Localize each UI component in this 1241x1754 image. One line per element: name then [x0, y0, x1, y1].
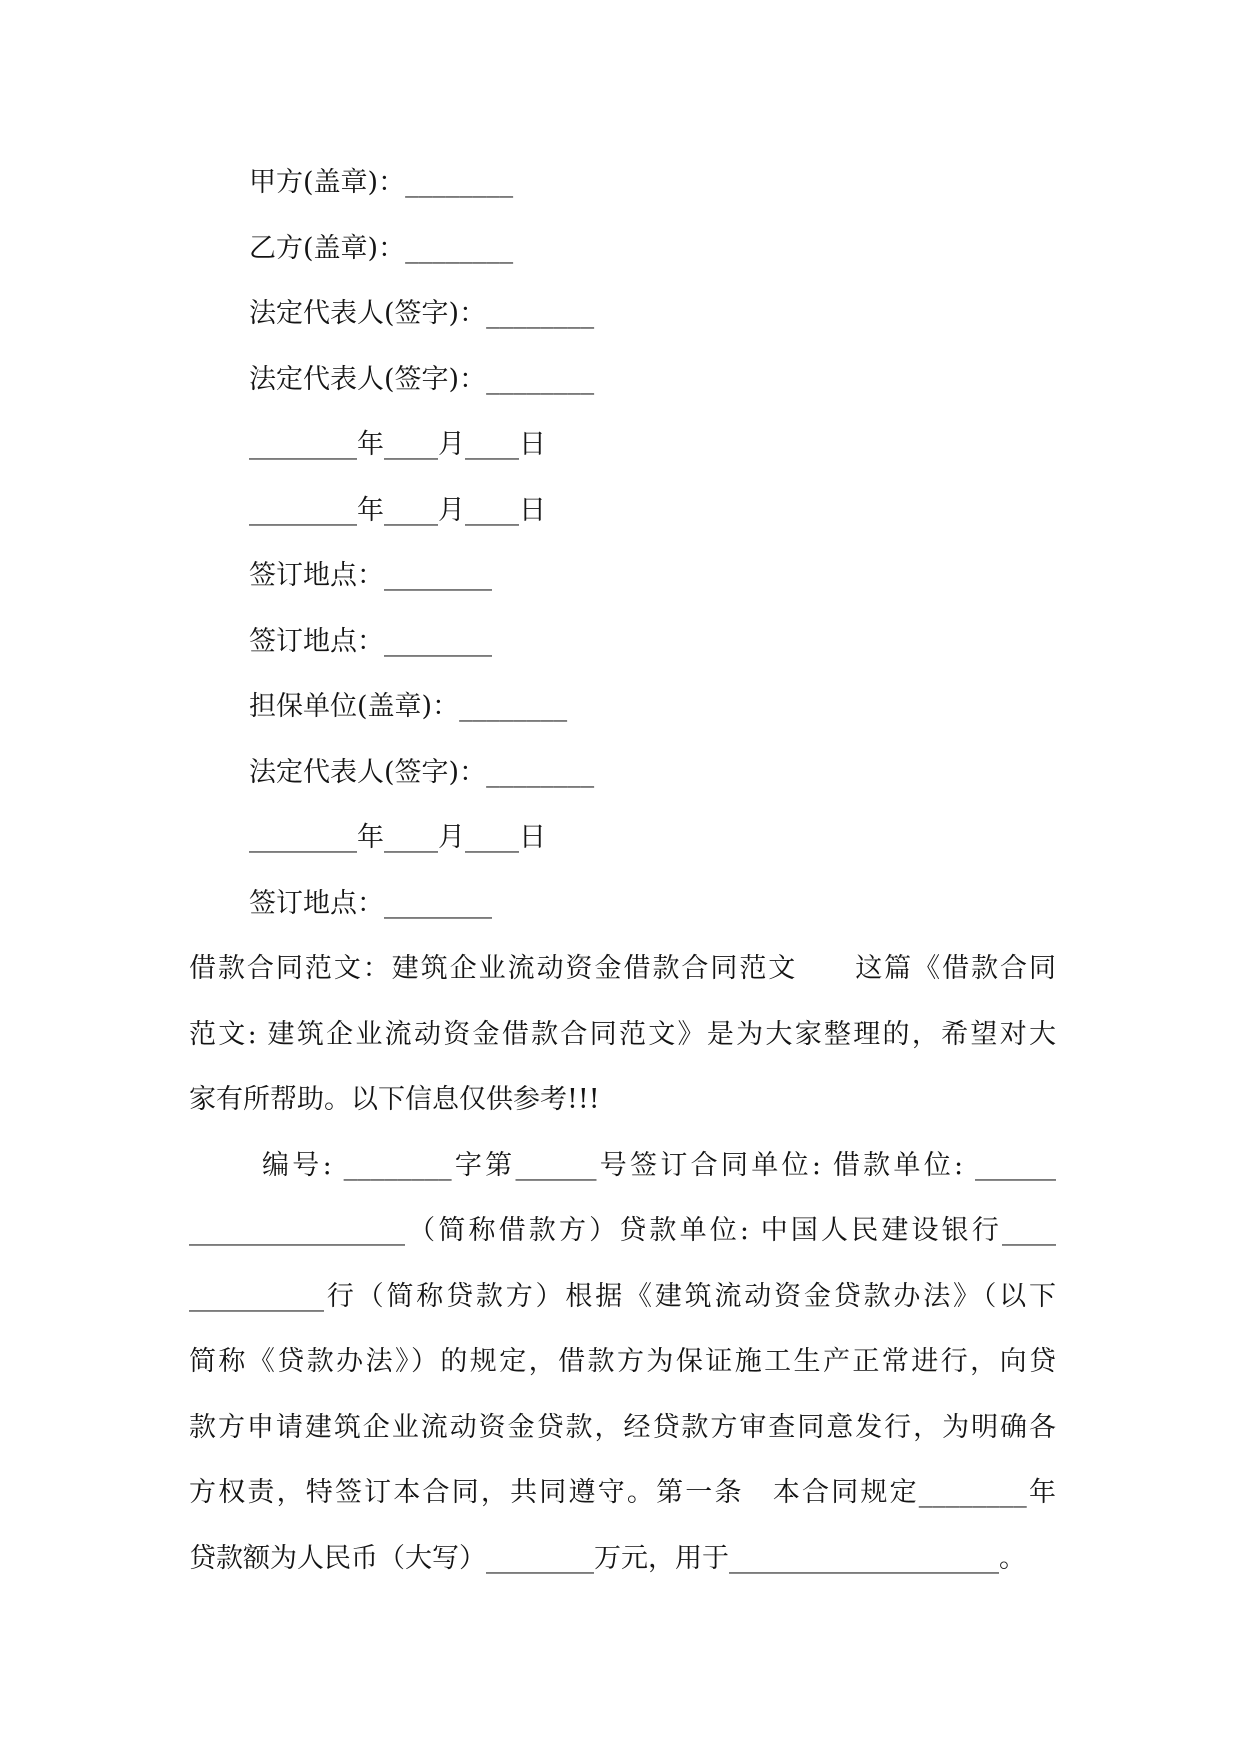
paragraph-line: 款方申请建筑企业流动资金贷款，经贷款方审查同意发行，为明确各	[189, 1411, 1056, 1443]
paragraph-line: 编号: ________字第______号签订合同单位: 借款单位: ______	[262, 1149, 1056, 1181]
signature-line-legal-rep: 法定代表人(签字)：________	[249, 756, 595, 788]
signature-line-place: 签订地点：________	[249, 887, 492, 919]
signature-line-guarantor: 担保单位(盖章)：________	[249, 691, 568, 722]
paragraph-line: 家有所帮助。以下信息仅供参考!!!	[189, 1084, 600, 1115]
document-body	[0, 150, 1241, 1591]
contract-paragraph	[0, 1133, 1241, 1592]
signature-line-date: ________年____月____日	[249, 429, 546, 460]
intro-paragraph	[0, 936, 1241, 1133]
signature-line-party-b: 乙方(盖章)：________	[249, 232, 514, 264]
signature-line-party-a: 甲方(盖章)：________	[249, 167, 514, 198]
paragraph-line: 简称《贷款办法》）的规定，借款方为保证施工生产正常进行，向贷	[189, 1346, 1056, 1377]
paragraph-line: __________行（简称贷款方）根据《建筑流动资金贷款办法》（以下	[189, 1280, 1056, 1312]
paragraph-line: 方权责，特签订本合同，共同遵守。第一条 本合同规定________年	[189, 1477, 1056, 1508]
signature-line-place: 签订地点：________	[249, 625, 492, 657]
signature-line-legal-rep: 法定代表人(签字)：________	[249, 363, 595, 395]
signature-line-place: 签订地点：________	[249, 560, 492, 591]
signature-line-date: ________年____月____日	[249, 822, 546, 853]
signature-line-date: ________年____月____日	[249, 494, 546, 526]
paragraph-line: ________________（简称借款方）贷款单位: 中国人民建设银行____	[189, 1215, 1056, 1246]
signature-block	[0, 150, 1241, 936]
paragraph-line: 借款合同范文：建筑企业流动资金借款合同范文 这篇《借款合同	[189, 953, 1056, 984]
paragraph-line: 贷款额为人民币（大写）________万元，用于____________________。	[189, 1542, 1026, 1574]
paragraph-line: 范文: 建筑企业流动资金借款合同范文》是为大家整理的，希望对大	[189, 1018, 1056, 1050]
signature-line-legal-rep: 法定代表人(签字)：________	[249, 298, 595, 329]
